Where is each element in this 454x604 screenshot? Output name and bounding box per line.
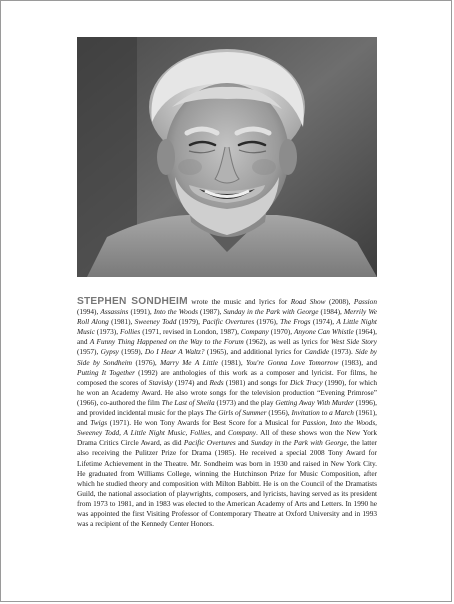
work-title: Sweeney Todd — [134, 317, 177, 327]
bio-text-run: (1962), as well as lyrics for — [243, 337, 331, 347]
work-title: Candide — [304, 347, 330, 357]
bio-text-run: (1990), for which he won an Academy Award. He also wrote songs for the television production “Evening Primrose” (1966), co-authored the film — [77, 377, 377, 407]
bio-text-run: (1959), — [118, 347, 145, 357]
bio-text-run: (1973), — [94, 327, 120, 337]
bio-text-run: . All of these shows won the New York Drama Critics Circle Award, as did — [77, 428, 377, 448]
work-title: Do I Hear A Waltz? — [144, 347, 205, 357]
bio-text-run: (1992) are anthologies of this work as a composer and lyricist. For films, he composed the scores of — [77, 367, 377, 387]
work-title: Assassins — [100, 307, 129, 317]
bio-text-run: (1974) and — [172, 377, 210, 387]
bio-text-run: (1973) and the play — [214, 397, 276, 407]
bio-text-run: (1970), — [268, 327, 294, 337]
work-title: Getting Away With Murder — [275, 397, 354, 407]
bio-text-run: (1996), and provided incidental music for the plays — [77, 397, 378, 418]
work-title: Stavisky — [148, 377, 173, 387]
work-title: Anyone Can Whistle — [293, 327, 354, 337]
bio-text-run: (1961), and — [77, 408, 377, 428]
work-title: West Side Story — [330, 337, 377, 347]
bio-text-run: (1965), and additional lyrics for — [204, 347, 305, 357]
work-title: Pacific Overtures — [202, 317, 255, 327]
work-title: Passion — [353, 297, 377, 306]
bio-text-run: (1981), — [108, 317, 135, 327]
work-title: Marry Me A Little — [160, 357, 218, 367]
work-title: Company — [240, 327, 269, 337]
bio-text-run: (1971). He won Tony Awards for Best Score for a Musical for — [107, 418, 303, 428]
work-title: Side by Side by Sondheim — [77, 347, 378, 367]
bio-text-run: (1976), — [132, 357, 161, 367]
work-title: Sunday in the Park with George — [223, 307, 319, 317]
work-title: Passion, Into the Woods, Sweeney Todd, A Little Night Music, Follies — [77, 418, 377, 438]
work-title: Dick Tracy — [289, 377, 323, 387]
bio-text-run: (1987), — [197, 307, 224, 317]
work-title: Pacific Overtures — [183, 438, 236, 448]
work-title: Sunday in the Park with George — [250, 438, 347, 448]
bio-text-run: , the latter also receiving the Pulitzer Prize for Drama (1985). He received a special 2008 Tony Award for Lifetime Achievement in the Theatre. Mr. Sondheim was born in 1930 and raised in New York City. He graduated from Williams College, winning the Hutchinson Prize for Music Composition, after which he studied theory and composition with Milton Babbitt. He is on the Council of the Dramatists Guild, the national association of playwrights, composers, and lyricists, having served as its president from 1973 to 1981, and in 1983 was elected to the American Academy of Arts and Letters. In 1990 he was appointed the first Visiting Professor of Contemporary Theatre at Oxford University and in 1993 was a recipient of the Kennedy Center Honors. — [77, 438, 377, 529]
work-title: Putting It Together — [77, 367, 135, 377]
bio-text-run: (1981), — [217, 357, 247, 367]
bio-text-run: (1981) and songs for — [223, 377, 290, 387]
work-title: Follies — [119, 327, 141, 337]
biography-text — [77, 297, 377, 529]
work-title: The Girls of Summer — [205, 408, 267, 418]
work-title: Twigs — [90, 418, 108, 428]
bio-text-run: , and — [210, 428, 229, 438]
work-title: The Last of Sheila — [161, 397, 215, 407]
biography-body — [77, 297, 377, 528]
work-title: Reds — [209, 377, 224, 387]
bio-text-run: (1994), — [77, 307, 101, 317]
work-title: Gypsy — [100, 347, 119, 357]
bio-text-run: (1964), and — [77, 327, 377, 347]
work-title: Into the Woods — [153, 307, 198, 317]
work-title: Company — [228, 428, 257, 438]
bio-text-run: wrote the music and lyrics for — [187, 297, 291, 306]
bio-text-run: (2008), — [325, 297, 354, 306]
work-title: You're Gonna Love Tomorrow — [246, 357, 339, 367]
bio-text-run: (1973). — [329, 347, 356, 357]
work-title: A Funny Thing Happened on the Way to the Forum — [89, 337, 244, 347]
bio-text-run: (1991), — [128, 307, 154, 317]
bio-text-run: (1983), and — [338, 357, 377, 367]
work-title: The Frogs — [280, 317, 311, 327]
bio-text-run: (1976), — [254, 317, 281, 327]
work-title: Merrily We Roll Along — [77, 307, 377, 327]
work-title: Invitation to a March — [291, 408, 354, 418]
bio-text-run: (1984), — [318, 307, 344, 317]
bio-text-run: (1957), — [77, 347, 101, 357]
bio-text-run: (1956), — [266, 408, 292, 418]
work-title: A Little Night Music — [77, 317, 377, 337]
author-name: STEPHEN SONDHEIM — [77, 296, 188, 307]
bio-text-run: (1971, revised in London, 1987), — [140, 327, 241, 337]
work-title: Road Show — [290, 297, 326, 306]
bio-text-run: (1979), — [176, 317, 203, 327]
bio-text-run: (1974), — [310, 317, 337, 327]
bio-text-run: and — [235, 438, 251, 448]
portrait-photo — [77, 37, 377, 277]
